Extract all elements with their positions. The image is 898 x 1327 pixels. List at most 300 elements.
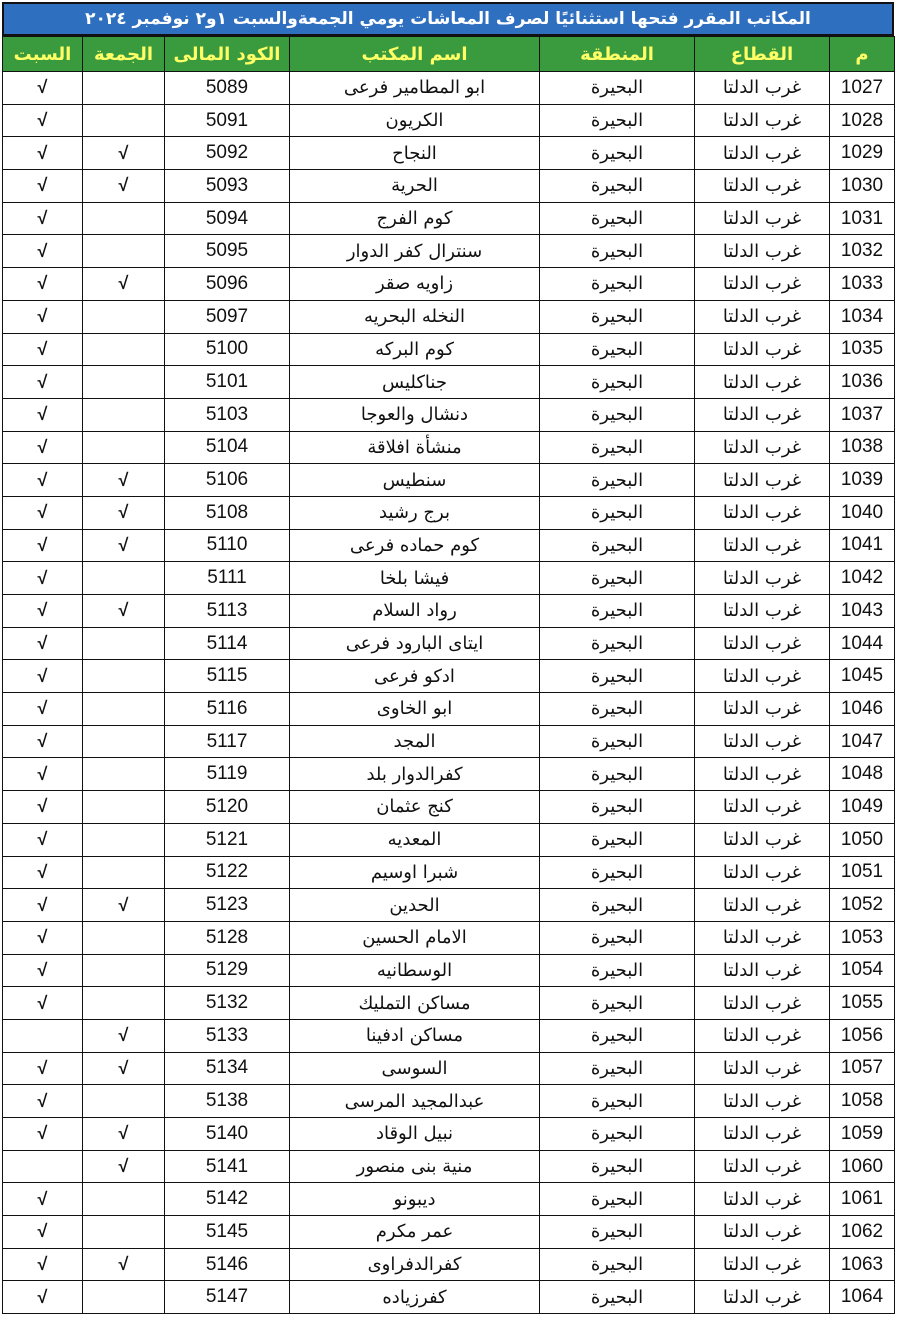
cell-saturday: √ — [3, 791, 83, 824]
cell-sector: غرب الدلتا — [695, 791, 830, 824]
table-row — [3, 235, 895, 268]
cell-office: المعديه — [290, 823, 540, 856]
cell-region: البحيرة — [540, 1281, 695, 1314]
cell-office: كنج عثمان — [290, 791, 540, 824]
table-row — [3, 791, 895, 824]
cell-office: المجد — [290, 725, 540, 758]
cell-office: عبدالمجيد المرسى — [290, 1085, 540, 1118]
cell-index: 1052 — [830, 889, 895, 922]
cell-code: 5133 — [165, 1019, 290, 1052]
cell-saturday: √ — [3, 627, 83, 660]
table-row — [3, 398, 895, 431]
cell-index: 1053 — [830, 921, 895, 954]
cell-code: 5095 — [165, 235, 290, 268]
header-friday: الجمعة — [83, 37, 165, 72]
cell-sector: غرب الدلتا — [695, 72, 830, 105]
header-index: م — [830, 37, 895, 72]
cell-sector: غرب الدلتا — [695, 693, 830, 726]
cell-index: 1031 — [830, 202, 895, 235]
cell-index: 1056 — [830, 1019, 895, 1052]
cell-sector: غرب الدلتا — [695, 1052, 830, 1085]
cell-code: 5093 — [165, 170, 290, 203]
cell-office: الكريون — [290, 104, 540, 137]
table-row — [3, 1150, 895, 1183]
cell-office: منشأة افلاقة — [290, 431, 540, 464]
cell-region: البحيرة — [540, 170, 695, 203]
cell-region: البحيرة — [540, 431, 695, 464]
cell-office: ادكو فرعى — [290, 660, 540, 693]
table-row — [3, 889, 895, 922]
cell-sector: غرب الدلتا — [695, 1281, 830, 1314]
cell-index: 1035 — [830, 333, 895, 366]
header-region: المنطقة — [540, 37, 695, 72]
cell-friday: √ — [83, 889, 165, 922]
cell-index: 1055 — [830, 987, 895, 1020]
cell-index: 1063 — [830, 1248, 895, 1281]
cell-sector: غرب الدلتا — [695, 1019, 830, 1052]
cell-friday: √ — [83, 268, 165, 301]
cell-index: 1061 — [830, 1183, 895, 1216]
cell-index: 1034 — [830, 300, 895, 333]
cell-index: 1041 — [830, 529, 895, 562]
table-row — [3, 1248, 895, 1281]
cell-region: البحيرة — [540, 1216, 695, 1249]
cell-index: 1044 — [830, 627, 895, 660]
cell-index: 1040 — [830, 496, 895, 529]
table-row — [3, 725, 895, 758]
table-row — [3, 72, 895, 105]
table-row — [3, 170, 895, 203]
cell-office: ديبونو — [290, 1183, 540, 1216]
cell-region: البحيرة — [540, 137, 695, 170]
cell-friday — [83, 202, 165, 235]
cell-code: 5106 — [165, 464, 290, 497]
cell-friday — [83, 856, 165, 889]
table-row — [3, 856, 895, 889]
cell-region: البحيرة — [540, 725, 695, 758]
cell-code: 5115 — [165, 660, 290, 693]
cell-region: البحيرة — [540, 366, 695, 399]
cell-friday — [83, 72, 165, 105]
cell-code: 5114 — [165, 627, 290, 660]
cell-region: البحيرة — [540, 529, 695, 562]
cell-friday — [83, 366, 165, 399]
cell-sector: غرب الدلتا — [695, 660, 830, 693]
table-row — [3, 954, 895, 987]
cell-code: 5110 — [165, 529, 290, 562]
table-row — [3, 1281, 895, 1314]
table-row — [3, 333, 895, 366]
cell-code: 5116 — [165, 693, 290, 726]
cell-region: البحيرة — [540, 1118, 695, 1151]
cell-sector: غرب الدلتا — [695, 562, 830, 595]
cell-office: شبرا اوسيم — [290, 856, 540, 889]
cell-saturday: √ — [3, 660, 83, 693]
cell-saturday: √ — [3, 104, 83, 137]
cell-saturday: √ — [3, 398, 83, 431]
post-offices-sheet — [2, 2, 894, 1314]
cell-office: رواد السلام — [290, 595, 540, 628]
table-row — [3, 921, 895, 954]
cell-office: كفرزياده — [290, 1281, 540, 1314]
cell-region: البحيرة — [540, 464, 695, 497]
cell-saturday: √ — [3, 1183, 83, 1216]
cell-index: 1036 — [830, 366, 895, 399]
cell-office: ايتاى البارود فرعى — [290, 627, 540, 660]
cell-saturday: √ — [3, 202, 83, 235]
cell-saturday: √ — [3, 137, 83, 170]
cell-sector: غرب الدلتا — [695, 170, 830, 203]
cell-sector: غرب الدلتا — [695, 333, 830, 366]
cell-region: البحيرة — [540, 693, 695, 726]
cell-saturday: √ — [3, 758, 83, 791]
cell-index: 1029 — [830, 137, 895, 170]
table-row — [3, 987, 895, 1020]
table-row — [3, 758, 895, 791]
cell-region: البحيرة — [540, 1052, 695, 1085]
cell-friday — [83, 1085, 165, 1118]
cell-index: 1028 — [830, 104, 895, 137]
cell-saturday: √ — [3, 562, 83, 595]
cell-office: الحرية — [290, 170, 540, 203]
cell-index: 1058 — [830, 1085, 895, 1118]
cell-saturday: √ — [3, 889, 83, 922]
cell-code: 5108 — [165, 496, 290, 529]
cell-saturday: √ — [3, 235, 83, 268]
cell-sector: غرب الدلتا — [695, 725, 830, 758]
cell-code: 5119 — [165, 758, 290, 791]
cell-sector: غرب الدلتا — [695, 987, 830, 1020]
cell-friday — [83, 1216, 165, 1249]
cell-code: 5117 — [165, 725, 290, 758]
cell-region: البحيرة — [540, 758, 695, 791]
cell-friday — [83, 235, 165, 268]
cell-saturday: √ — [3, 1248, 83, 1281]
cell-saturday: √ — [3, 954, 83, 987]
cell-code: 5145 — [165, 1216, 290, 1249]
cell-region: البحيرة — [540, 562, 695, 595]
cell-region: البحيرة — [540, 987, 695, 1020]
cell-region: البحيرة — [540, 104, 695, 137]
cell-sector: غرب الدلتا — [695, 921, 830, 954]
cell-office: كفرالدوار بلد — [290, 758, 540, 791]
cell-region: البحيرة — [540, 1085, 695, 1118]
cell-sector: غرب الدلتا — [695, 1118, 830, 1151]
cell-office: مساكن ادفينا — [290, 1019, 540, 1052]
cell-region: البحيرة — [540, 595, 695, 628]
cell-region: البحيرة — [540, 300, 695, 333]
table-row — [3, 693, 895, 726]
table-row — [3, 366, 895, 399]
cell-region: البحيرة — [540, 202, 695, 235]
cell-index: 1045 — [830, 660, 895, 693]
cell-office: مساكن التمليك — [290, 987, 540, 1020]
table-row — [3, 823, 895, 856]
cell-index: 1051 — [830, 856, 895, 889]
cell-sector: غرب الدلتا — [695, 823, 830, 856]
cell-office: جناكليس — [290, 366, 540, 399]
cell-saturday: √ — [3, 431, 83, 464]
cell-code: 5123 — [165, 889, 290, 922]
cell-code: 5094 — [165, 202, 290, 235]
cell-friday — [83, 693, 165, 726]
cell-friday — [83, 562, 165, 595]
cell-code: 5100 — [165, 333, 290, 366]
cell-code: 5122 — [165, 856, 290, 889]
cell-friday — [83, 823, 165, 856]
cell-index: 1037 — [830, 398, 895, 431]
cell-region: البحيرة — [540, 954, 695, 987]
cell-code: 5089 — [165, 72, 290, 105]
table-row — [3, 1183, 895, 1216]
table-row — [3, 1085, 895, 1118]
cell-index: 1030 — [830, 170, 895, 203]
cell-region: البحيرة — [540, 889, 695, 922]
cell-sector: غرب الدلتا — [695, 398, 830, 431]
cell-index: 1060 — [830, 1150, 895, 1183]
cell-office: السوسى — [290, 1052, 540, 1085]
cell-friday — [83, 725, 165, 758]
cell-office: منية بنى منصور — [290, 1150, 540, 1183]
header-code: الكود المالى — [165, 37, 290, 72]
sheet-title: المكاتب المقرر فتحها استثنائيًا لصرف المعاشات يومي الجمعةوالسبت ١و٢ نوفمبر ٢٠٢٤ — [2, 2, 894, 36]
cell-friday: √ — [83, 1118, 165, 1151]
cell-index: 1048 — [830, 758, 895, 791]
cell-sector: غرب الدلتا — [695, 529, 830, 562]
cell-code: 5121 — [165, 823, 290, 856]
cell-sector: غرب الدلتا — [695, 1085, 830, 1118]
cell-sector: غرب الدلتا — [695, 300, 830, 333]
cell-friday — [83, 104, 165, 137]
table-row — [3, 1019, 895, 1052]
cell-code: 5140 — [165, 1118, 290, 1151]
cell-code: 5120 — [165, 791, 290, 824]
cell-index: 1038 — [830, 431, 895, 464]
cell-office: الحدين — [290, 889, 540, 922]
cell-friday: √ — [83, 464, 165, 497]
cell-friday: √ — [83, 1052, 165, 1085]
table-row — [3, 627, 895, 660]
cell-office: الوسطانيه — [290, 954, 540, 987]
cell-sector: غرب الدلتا — [695, 1248, 830, 1281]
cell-sector: غرب الدلتا — [695, 202, 830, 235]
table-row — [3, 1118, 895, 1151]
cell-sector: غرب الدلتا — [695, 496, 830, 529]
cell-saturday: √ — [3, 333, 83, 366]
cell-index: 1062 — [830, 1216, 895, 1249]
cell-code: 5134 — [165, 1052, 290, 1085]
table-row — [3, 431, 895, 464]
cell-saturday: √ — [3, 1216, 83, 1249]
cell-code: 5129 — [165, 954, 290, 987]
cell-friday: √ — [83, 1019, 165, 1052]
cell-sector: غرب الدلتا — [695, 431, 830, 464]
cell-friday — [83, 333, 165, 366]
cell-region: البحيرة — [540, 1019, 695, 1052]
cell-office: كوم الفرج — [290, 202, 540, 235]
cell-region: البحيرة — [540, 398, 695, 431]
cell-index: 1064 — [830, 1281, 895, 1314]
table-row — [3, 268, 895, 301]
cell-code: 5113 — [165, 595, 290, 628]
cell-region: البحيرة — [540, 823, 695, 856]
table-row — [3, 529, 895, 562]
cell-friday — [83, 758, 165, 791]
cell-code: 5103 — [165, 398, 290, 431]
cell-code: 5101 — [165, 366, 290, 399]
cell-saturday: √ — [3, 856, 83, 889]
cell-code: 5141 — [165, 1150, 290, 1183]
cell-sector: غرب الدلتا — [695, 595, 830, 628]
cell-friday: √ — [83, 496, 165, 529]
cell-saturday — [3, 1019, 83, 1052]
cell-code: 5111 — [165, 562, 290, 595]
cell-friday: √ — [83, 595, 165, 628]
cell-code: 5097 — [165, 300, 290, 333]
cell-region: البحيرة — [540, 1248, 695, 1281]
cell-region: البحيرة — [540, 235, 695, 268]
cell-index: 1027 — [830, 72, 895, 105]
cell-code: 5091 — [165, 104, 290, 137]
cell-sector: غرب الدلتا — [695, 235, 830, 268]
cell-sector: غرب الدلتا — [695, 758, 830, 791]
cell-code: 5147 — [165, 1281, 290, 1314]
cell-index: 1050 — [830, 823, 895, 856]
cell-office: كوم البركه — [290, 333, 540, 366]
cell-sector: غرب الدلتا — [695, 856, 830, 889]
table-row — [3, 1216, 895, 1249]
cell-saturday: √ — [3, 529, 83, 562]
table-row — [3, 595, 895, 628]
cell-friday — [83, 398, 165, 431]
cell-region: البحيرة — [540, 268, 695, 301]
cell-friday — [83, 431, 165, 464]
cell-saturday: √ — [3, 823, 83, 856]
cell-friday: √ — [83, 170, 165, 203]
cell-code: 5146 — [165, 1248, 290, 1281]
table-body — [3, 72, 895, 1314]
cell-office: الامام الحسين — [290, 921, 540, 954]
cell-sector: غرب الدلتا — [695, 954, 830, 987]
cell-region: البحيرة — [540, 333, 695, 366]
cell-sector: غرب الدلتا — [695, 1183, 830, 1216]
cell-index: 1039 — [830, 464, 895, 497]
cell-friday — [83, 791, 165, 824]
cell-office: عمر مكرم — [290, 1216, 540, 1249]
cell-saturday: √ — [3, 1085, 83, 1118]
cell-saturday: √ — [3, 921, 83, 954]
cell-saturday: √ — [3, 170, 83, 203]
table-row — [3, 562, 895, 595]
cell-saturday: √ — [3, 693, 83, 726]
header-sector: القطاع — [695, 37, 830, 72]
cell-friday: √ — [83, 1150, 165, 1183]
header-office: اسم المكتب — [290, 37, 540, 72]
cell-friday — [83, 1281, 165, 1314]
cell-office: ابو المطامير فرعى — [290, 72, 540, 105]
cell-friday — [83, 1183, 165, 1216]
cell-office: فيشا بلخا — [290, 562, 540, 595]
cell-saturday: √ — [3, 1052, 83, 1085]
table-row — [3, 660, 895, 693]
cell-office: دنشال والعوجا — [290, 398, 540, 431]
cell-code: 5138 — [165, 1085, 290, 1118]
cell-index: 1043 — [830, 595, 895, 628]
cell-saturday: √ — [3, 1118, 83, 1151]
table-row — [3, 104, 895, 137]
cell-saturday: √ — [3, 300, 83, 333]
cell-friday — [83, 954, 165, 987]
cell-sector: غرب الدلتا — [695, 464, 830, 497]
cell-friday — [83, 987, 165, 1020]
cell-saturday: √ — [3, 987, 83, 1020]
cell-index: 1032 — [830, 235, 895, 268]
cell-sector: غرب الدلتا — [695, 137, 830, 170]
table-row — [3, 496, 895, 529]
cell-index: 1046 — [830, 693, 895, 726]
cell-sector: غرب الدلتا — [695, 104, 830, 137]
table-row — [3, 137, 895, 170]
cell-index: 1042 — [830, 562, 895, 595]
cell-code: 5128 — [165, 921, 290, 954]
cell-saturday — [3, 1150, 83, 1183]
cell-sector: غرب الدلتا — [695, 268, 830, 301]
cell-office: النجاح — [290, 137, 540, 170]
cell-code: 5092 — [165, 137, 290, 170]
table-row — [3, 300, 895, 333]
cell-friday — [83, 300, 165, 333]
cell-region: البحيرة — [540, 1183, 695, 1216]
cell-office: زاويه صقر — [290, 268, 540, 301]
cell-code: 5096 — [165, 268, 290, 301]
table-row — [3, 202, 895, 235]
cell-office: كفرالدفراوى — [290, 1248, 540, 1281]
table-header-row — [3, 37, 895, 72]
cell-saturday: √ — [3, 72, 83, 105]
header-saturday: السبت — [3, 37, 83, 72]
cell-sector: غرب الدلتا — [695, 1150, 830, 1183]
cell-region: البحيرة — [540, 72, 695, 105]
cell-code: 5104 — [165, 431, 290, 464]
cell-region: البحيرة — [540, 791, 695, 824]
cell-index: 1033 — [830, 268, 895, 301]
cell-index: 1047 — [830, 725, 895, 758]
cell-office: ابو الخاوى — [290, 693, 540, 726]
table-row — [3, 1052, 895, 1085]
cell-sector: غرب الدلتا — [695, 889, 830, 922]
cell-saturday: √ — [3, 464, 83, 497]
cell-sector: غرب الدلتا — [695, 1216, 830, 1249]
cell-saturday: √ — [3, 496, 83, 529]
cell-office: النخله البحريه — [290, 300, 540, 333]
cell-friday — [83, 660, 165, 693]
offices-table — [2, 36, 895, 1314]
cell-friday: √ — [83, 529, 165, 562]
cell-code: 5142 — [165, 1183, 290, 1216]
cell-friday: √ — [83, 137, 165, 170]
cell-friday — [83, 921, 165, 954]
cell-saturday: √ — [3, 366, 83, 399]
cell-friday: √ — [83, 1248, 165, 1281]
cell-region: البحيرة — [540, 627, 695, 660]
table-row — [3, 464, 895, 497]
cell-region: البحيرة — [540, 856, 695, 889]
cell-friday — [83, 627, 165, 660]
cell-office: سنترال كفر الدوار — [290, 235, 540, 268]
cell-index: 1049 — [830, 791, 895, 824]
cell-office: كوم حماده فرعى — [290, 529, 540, 562]
cell-saturday: √ — [3, 725, 83, 758]
